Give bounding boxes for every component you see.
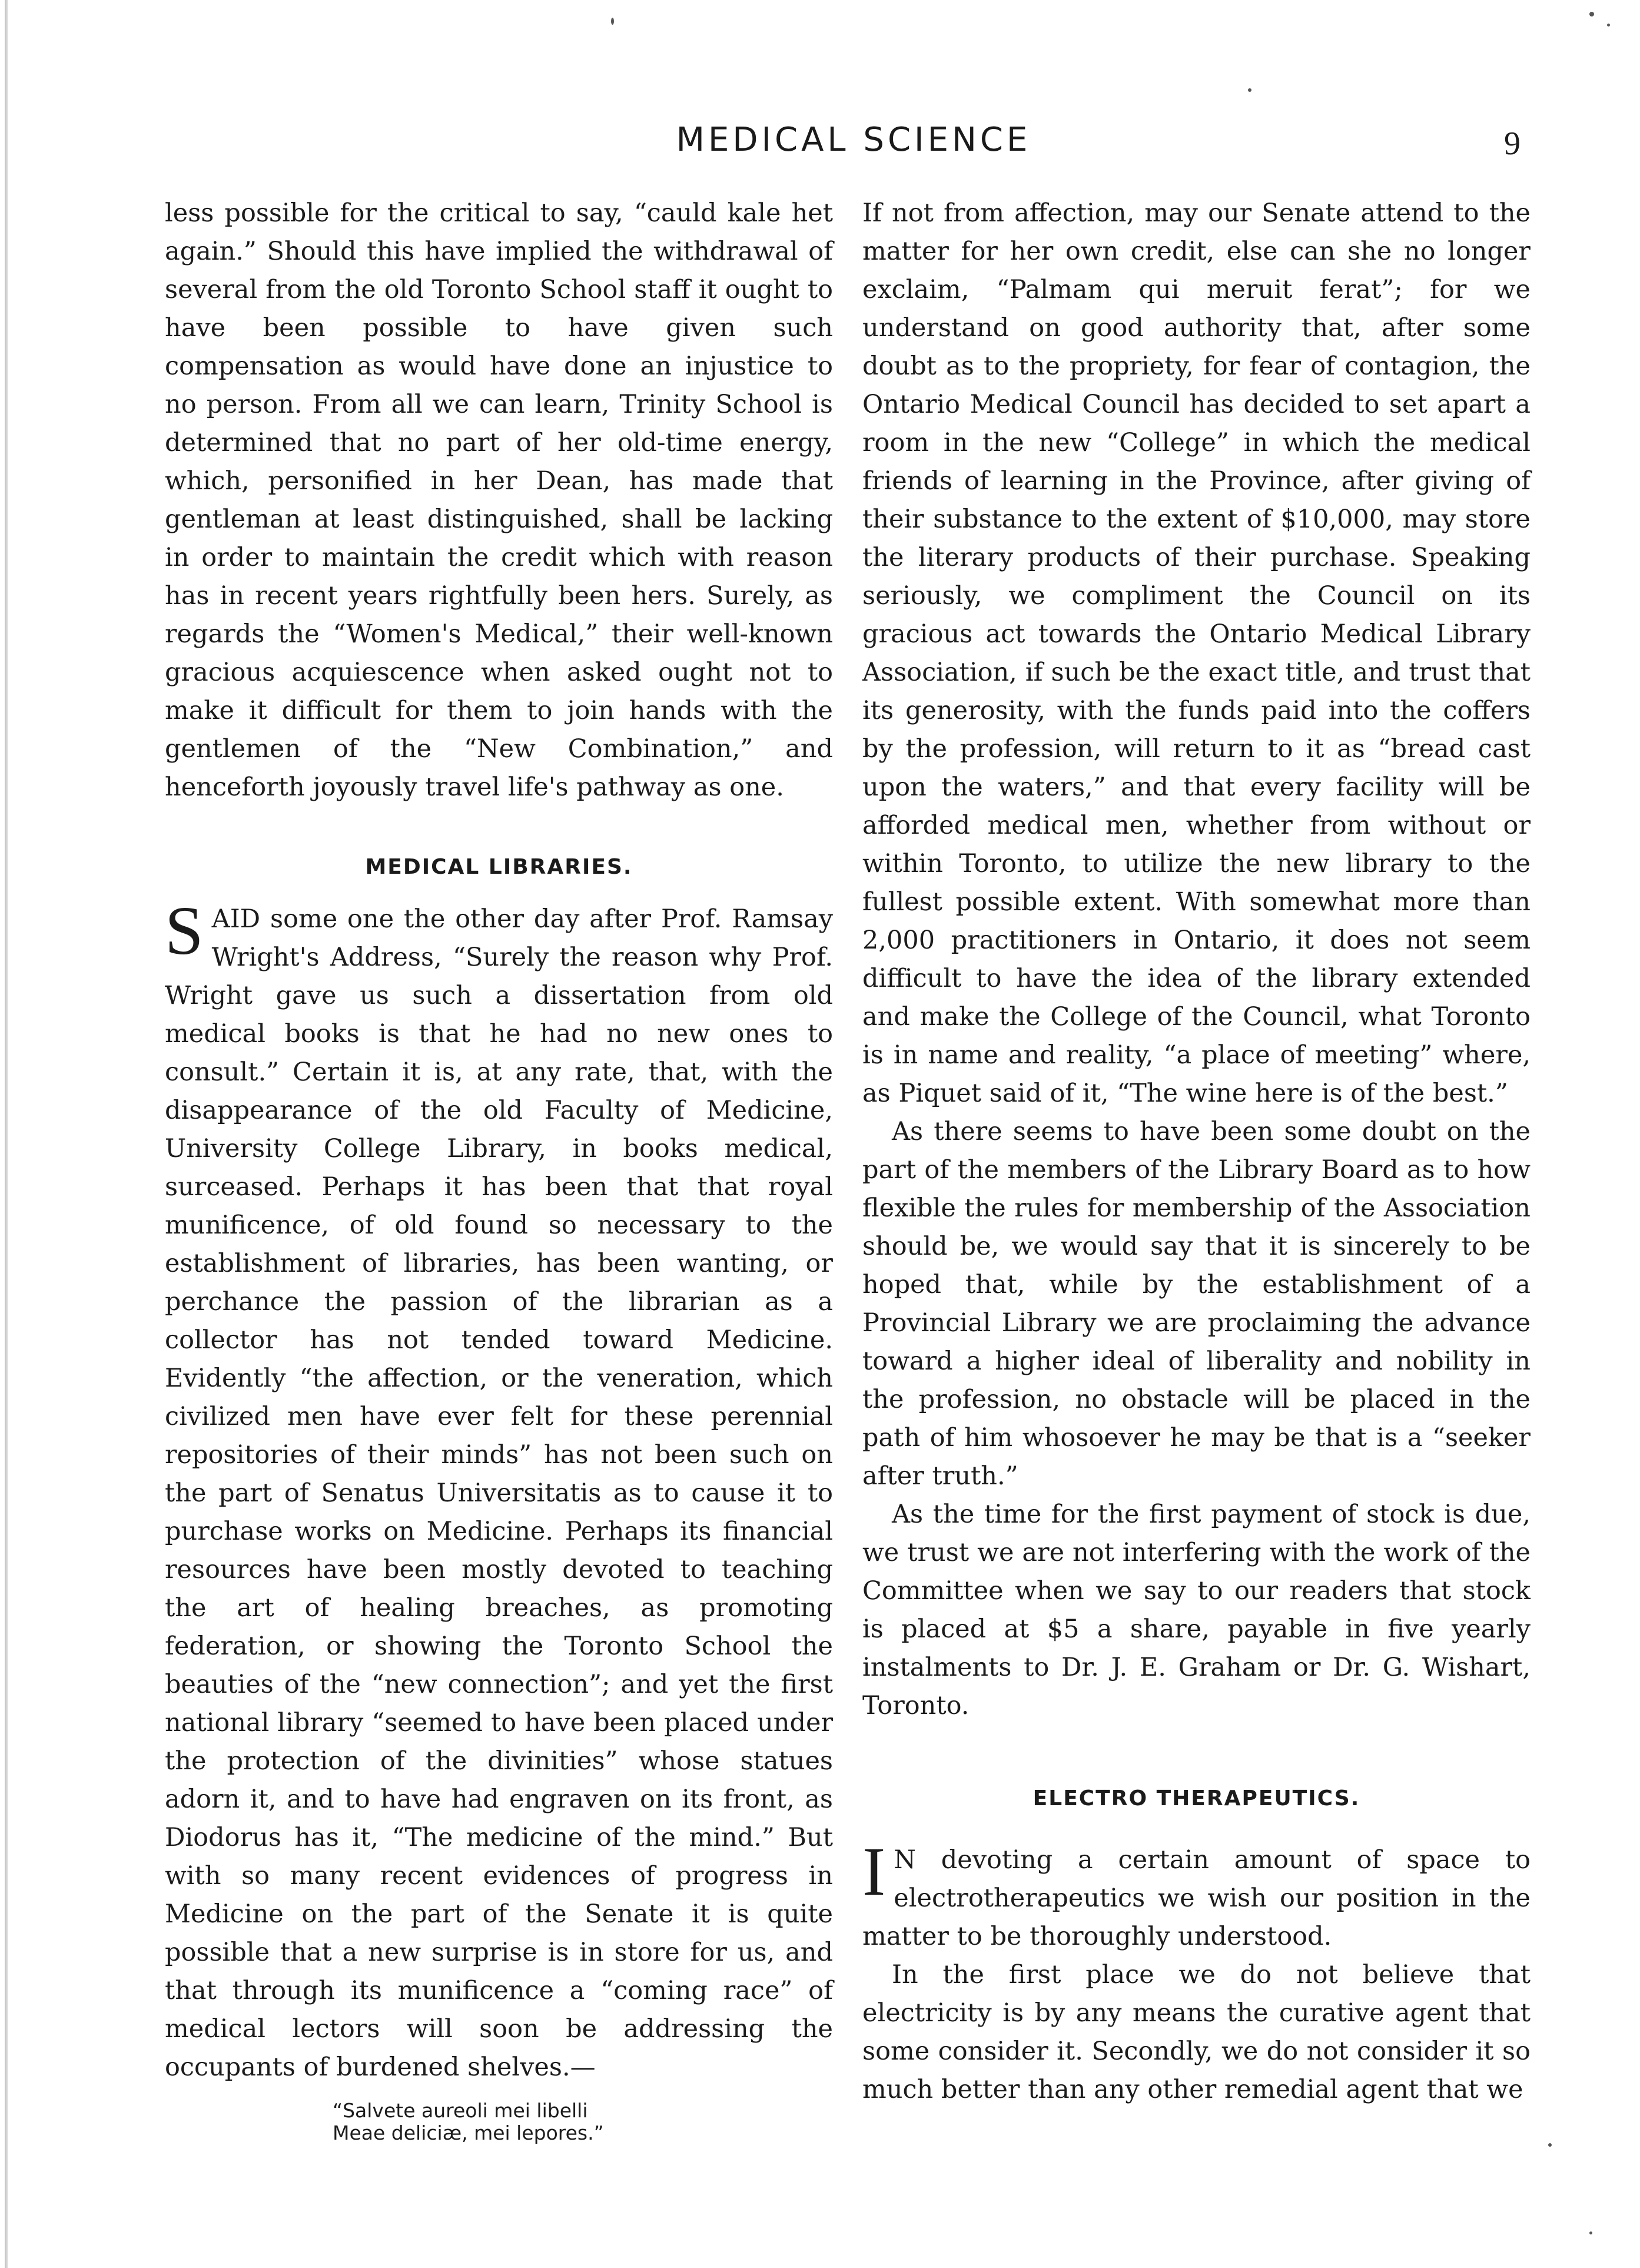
stock-paragraph: As the time for the first payment of stock is due, we trust we are not interfering with the work of the Committee when we say to our readers that stock is placed at $5 a share, payable in five yearly instalments to Dr. J. E. Graham or Dr. G. Wishart, Toronto. [862,1500,1531,1720]
libraries-paragraph-text: AID some one the other day after Prof. Ramsay Wright's Address, “Surely the reason why Prof. Wright gave us such a dissertation from old medical books is that he had no new ones to consult.” Certain it is, at any rate, that, with the disappearance of the old Faculty of Medicine, University College Library, in books medical, surceased. Perhaps it has been that that royal munificence, of old found so necessary to the establishment of libraries, has been wanting, or perchance the passion of the librarian as a collector has not tended toward Medicine. Evidently “the affection, or the veneration, which civilized men have ever felt for these perennial repositories of their minds” has not been such on the part of Senatus Universitatis as to cause it to purchase works on Medicine. Perhaps its financial resources have been mostly devoted to teaching the art of healing breaches, as promoting federation, or showing the Toronto School the beauties of the “new connection”; and yet the first national library “seemed to have been placed under the protection of the divinities” whose statues adorn it, and to have had engraven on its front, as Diodorus has it, “The medicine of the mind.” But with so many recent evidences of progress in Medicine on the part of the Senate it is quite possible that a new surprise is in store for us, and that through its munificence a “coming race” of medical lectors will soon be addressing the occupants of burdened shelves.— [165,904,833,2082]
electro-paragraph [862,1833,1531,1956]
scan-edge [5,0,8,2268]
libraries-paragraph [165,892,833,2087]
latin-verse [165,2100,833,2144]
scan-speck [1589,12,1594,16]
electro-therapeutics-heading: ELECTRO THERAPEUTICS. [1033,1786,1360,1811]
page-number: 9 [1504,125,1521,162]
scan-speck [611,18,614,25]
medical-libraries-heading: MEDICAL LIBRARIES. [365,855,633,879]
continuation-paragraph: less possible for the critical to say, “cauld kale het again.” Should this have implied the withdrawal of several from the old Toronto School staff it ought to have been possible to have given such compensation as would have done an injustice to no person. From all we can learn, Trinity School is determined that no part of her old-time energy, which, personified in her Dean, has made that gentleman at least distinguished, shall be lacking in order to maintain the credit which with reason has in recent years rightfully been hers. Surely, as regards the “Women's Medical,” their well-known gracious acquiescence when asked ought not to make it difficult for them to join hands with the gentlemen of the “New Combination,” and henceforth joyously travel life's pathway as one. [165,198,833,802]
right-column [862,194,1531,2109]
verse-line: “Salvete aureoli mei libelli [333,2099,588,2122]
left-column [165,194,833,2144]
electro-paragraph-text: N devoting a certain amount of space to electrotherapeutics we wish our position in the matter to be thoroughly understood. [862,1845,1531,1951]
drop-cap: S [165,892,204,969]
running-head: MEDICAL SCIENCE [676,121,1031,159]
scan-speck [1548,2143,1552,2147]
scan-speck [1607,24,1610,26]
drop-cap: I [862,1833,886,1910]
scan-speck [1248,88,1251,92]
scan-speck [1589,2231,1592,2234]
electro-paragraph-second: In the first place we do not believe that electricity is by any means the curative agent that some consider it. Secondly, we do not consider it so much better than any other remedial agent that we [862,1960,1531,2104]
library-board-paragraph: As there seems to have been some doubt on the part of the members of the Library Board as to how flexible the rules for membership of the Association should be, we would say that it is sincerely to be hoped that, while by the establishment of a Provincial Library we are proclaiming the advance toward a higher ideal of liberality and nobility in the profession, no obstacle will be placed in the path of him whosoever he may be that is a “seeker after truth.” [862,1117,1531,1491]
senate-paragraph: If not from affection, may our Senate attend to the matter for her own credit, else can she no longer exclaim, “Palmam qui meruit ferat”; for we understand on good authority that, after some doubt as to the propriety, for fear of contagion, the Ontario Medical Council has decided to set apart a room in the new “College” in which the medical friends of learning in the Province, after giving of their substance to the extent of $10,000, may store the literary products of their purchase. Speaking seriously, we compliment the Council on its gracious act towards the Ontario Medical Library Association, if such be the exact title, and trust that its generosity, with the funds paid into the coffers by the profession, will return to it as “bread cast upon the waters,” and that every facility will be afforded medical men, whether from without or within Toronto, to utilize the new library to the fullest possible extent. With somewhat more than 2,000 practitioners in Ontario, it does not seem difficult to have the idea of the library extended and make the College of the Council, what Toronto is in name and reality, “a place of meeting” where, as Piquet said of it, “The wine here is of the best.” [862,198,1531,1108]
verse-line: Meae deliciæ, mei lepores.” [333,2121,604,2144]
